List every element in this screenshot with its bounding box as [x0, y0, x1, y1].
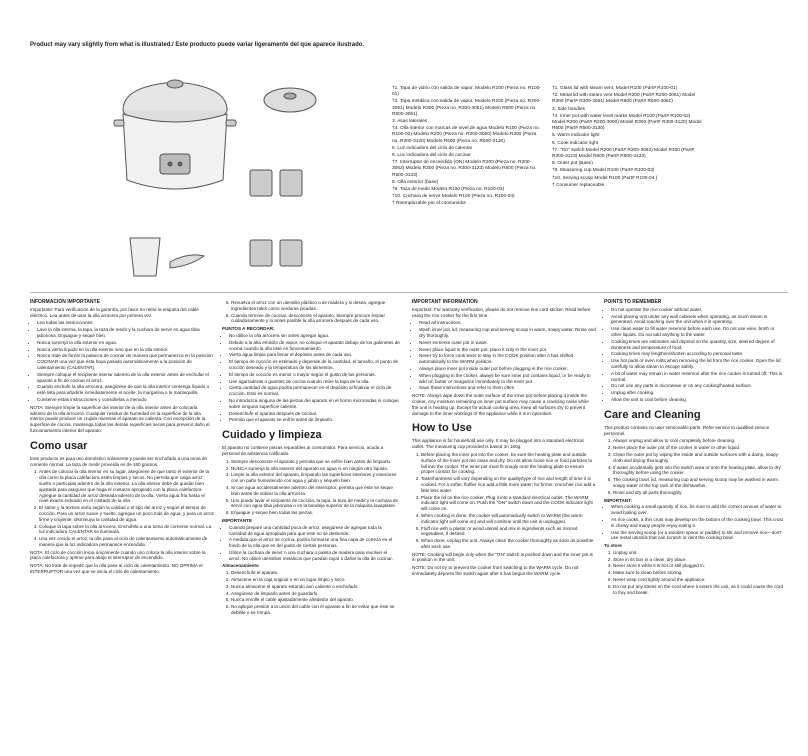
list-item: 5. Nunca enrolle el cable ajustadamente alrededor del aparato. — [231, 597, 400, 603]
bullet-list — [222, 333, 400, 423]
legend-item: 3. Asas laterales — [392, 119, 428, 125]
section-title: How to Use — [412, 422, 472, 435]
bullet-list — [604, 504, 786, 541]
paragraph: This product contains no user serviceable parts. Refer service to qualified service personnel. — [604, 424, 770, 436]
list-item: 1. Unplug unit. — [613, 550, 786, 556]
subheading: PUNTOS A RECORDAR: — [222, 326, 275, 332]
legend-item: 8. Olla exterior (base) — [392, 179, 439, 185]
switch-panels — [250, 170, 302, 266]
legend-item: 8. Outer pot (Base) — [552, 161, 593, 167]
legend-item: †7. "On" switch Model R200 (Part# R200-3062) Model R300 (Part# R300-3123) Model R600 (Part# R600-3133) — [552, 147, 695, 160]
list-item: • Never immerse outer pot in water. — [419, 340, 596, 346]
list-item: 5. Uno puede lavar el recipiente de cocción, la tapa, la taza de medir y la cuchara de servir con agua tibia jabonosa o en la bandeja superior de la máquina lavaplatos. — [231, 498, 400, 510]
legend-item: 5. Luz indicadora del ciclo de calentar — [392, 145, 473, 151]
list-item: 1. Desenchufe el aparato. — [231, 570, 400, 576]
list-item: 1. Before placing the inner pot into the cooker, be sure the heating plate and outside surface of the inner pot are clean and dry. Do not allow loose rice or food particles to fall into the cooker. The inner pot must fit snugly onto the heating plate to ensure proper contact for cooking. — [421, 452, 596, 475]
steps-list — [222, 459, 400, 516]
list-item: 6. When done, unplug the unit. Always clean the cooker thoroughly as soon as possible after each use. — [421, 538, 596, 550]
list-item: 6. Do not put any stress on the cord where it enters the unit, as it could cause the cord to fray and break. — [613, 584, 786, 596]
list-item: • Cooking times may lengthen/shorten according to personal taste. — [611, 351, 786, 357]
section-title: Como usar — [30, 439, 88, 452]
list-item: • Never try to force cook lever to stay in the COOK position after it has shifted automatically to the WARM position. — [419, 353, 596, 365]
paragraph: El aparato no contiene piezas reparables al consumidor. Para servicio, acuda a personal de asistencia calificado. — [222, 445, 384, 456]
list-item: 5. Revuelva el arroz con un utensilio plástico o de madera y si desea, agregue ingredientes tales como verduras picadas. — [231, 300, 400, 312]
list-item: • Siempre coloque el recipiente interior adentro de la olla exterior antes de enchufar el aparato a fin de cocinar el arroz. — [37, 372, 214, 384]
legend-item: †4. Inner pot with water level marks Model R100 (Part# R100-02) Model R200 (Part# R200-3060) Model R300 (Part# R300-3120) Model R600 (Part# R600-3130) — [552, 113, 702, 132]
steps-list — [412, 452, 596, 550]
legend-spanish — [392, 86, 542, 209]
list-item: • A medida que el arroz se cocina, podría formarse una fina capa de corteza en el fondo de la olla que es del gusto de ciertas personas. — [229, 537, 400, 549]
list-item: • Desenchufe el aparato después de cocinar. — [229, 411, 400, 417]
list-item: • Lave la olla interna, la tapa, la taza de medir y la cuchara de servir en agua tibia jabonosa. Enjuague y seque bien. — [37, 327, 214, 339]
list-item: • Use the serving scoop (or a wooden spoon or paddle) to stir and remove rice—don't use metal utensils that can scratch or dent the cooking bowl. — [611, 530, 786, 542]
list-item: 3. Nunca almacene el aparato estando aun caliente o enchufado. — [231, 584, 400, 590]
legend-item: † Consumer replaceable — [552, 182, 605, 188]
paragraph: Este producto es para uso doméstico solamente y puede ser enchufado a una toma de corriente normal. La taza de medir proveída es de 160 gramos. — [30, 455, 207, 467]
list-item: • Vierta agua limpia para llenar el depósito antes de cada uso. — [229, 352, 400, 358]
list-item: 2. NUNCA sumerja la olla exterior del aparato en agua ni en ningún otro líquido. — [231, 466, 400, 472]
section-heading: IMPORTANT INFORMATION — [412, 299, 478, 305]
list-item: • Conserve estas instrucciones y consúltelas a menudo. — [37, 397, 214, 403]
list-item: • Avoid placing unit under any wall cabinets when operating, as much steam is generated. Avoid reaching over the unit when it is operating. — [611, 314, 786, 326]
list-item: 3. Coloque la tapa sobre la olla arrocera. Enchúfela a una toma de corriente normal. La luz indicadora CALENTAR se iluminará. — [39, 524, 214, 536]
list-item: • No introduzca ninguna de las piezas del aparato en el horno microondas ni coloque sobre ninguna superficie caliente. — [229, 398, 400, 410]
list-item: 2. Almacene en la caja original o en un lugar limpio y seco. — [231, 577, 400, 583]
list-item: • Use hot pads or oven mitts when removing the lid from the rice cooker. Open the lid carefully to allow steam to escape safely. — [611, 358, 786, 370]
legend-item: †2. Metal lid with steam vent Model R200 (Part# R200-3061) Model R300 (Part# R300-3061) Model R600 (Part# R600-3061) — [552, 93, 696, 105]
legend-item: 5. Warm indicator light — [552, 133, 600, 139]
note: NOTA: El ciclo de cocción inicia únicamente cuando uno coloca la olla interior sobre la placa calefactora y oprime para abajo el interruptor de encendido. — [30, 549, 206, 561]
legend-item: †9. Taza de medir Modelo R100 (Pieza no. R100-03) — [392, 187, 505, 193]
list-item: 1. Antes de colocar la olla interior en su lugar, asegúrese de que tanto el exterior de la olla como la placa calefactora estén limpios y secos. No permita que caiga arroz suelto o partículas adentro de la olla exterior. La olla interior debe de quedar bien ajustada para asegurar que haga el contacto apropiado con la placa calefactora. Agregue la cantidad de arroz deseada adentro de la olla. Vierta agua fría hasta el nivel exacto indicado en el costado de la olla. — [39, 469, 214, 504]
list-item: • El tiempo de cocción es menor o mayor según el gusto de las personas. — [229, 372, 400, 378]
list-item: 3. Place the lid on the rice cooker. Plug it into a standard electrical outlet. The WARM indicator light will come on. Push the "ON" switch down and the COOK indicator light will come on. — [421, 495, 596, 512]
list-item: • Nunca vierta líquido en la olla exterior sino que en la olla interior. — [37, 347, 214, 353]
list-item: • Do not operate the rice cooker without water. — [611, 307, 786, 313]
list-item: 5. The cooking bowl, lid, measuring cup and serving scoop may be washed in warm soapy water or the top rack of the dishwasher. — [613, 477, 786, 489]
paragraph: This appliance is for household use only. It may be plugged into a standard electrical outlet. The measuring cup provided is based on 160g. — [412, 438, 584, 450]
legend-item: †1. Tapa de vidrio con salida de vapor, Modelo R100 (Pieza no. R100-01) — [392, 86, 541, 98]
list-item: • Read all instructions. — [419, 320, 596, 326]
list-item: 2. Taste/hardness will vary depending on the quality/type of rice and length of time it is cooked. For a softer, fluffier rice add a little more water; for firmer, crunchier rice add a little less water. — [421, 476, 596, 493]
column-2 — [222, 300, 400, 618]
list-item: • Use clean water to fill water reservoir before each use. Do not use wine, broth or other liquids. Do not add anything to the water. — [611, 326, 786, 338]
steps-list — [222, 300, 400, 324]
note: NOTA: Siempre limpie la superficie del interior de la olla interior antes de colocarla adentro de la olla arrocera. Cualquier residuo de humedad en la superficie de la olla interior puede producir un crujido mientras el aparato se calienta. Con excepción de la superficie de cocina, mantenga todas las demás superficies secas para prevenir daño al funcionamiento interior del aparato. — [30, 404, 210, 433]
list-item: 2. Store in its box in a clean, dry place. — [613, 557, 786, 563]
list-item: • No utilice la olla arrocera sin antes agregar agua. — [229, 333, 400, 339]
list-item: • Nunca sumerja la olla exterior en agua. — [37, 340, 214, 346]
list-item: • Never place liquid in the outer pot; place it only in the inner pot. — [419, 347, 596, 353]
page-divider — [30, 292, 788, 293]
list-item: 1. Always unplug and allow to cool completely before cleaning. — [613, 438, 786, 444]
list-item: 4. When cooking is done, the cooker will automatically switch to WARM (the warm indicator light will come on) and will continue until the unit is unplugged. — [421, 513, 596, 525]
lid-illustration — [264, 88, 316, 112]
list-item: 6. Rinse and dry all parts thoroughly. — [613, 490, 786, 496]
list-item: 5. Fluff rice with a plastic or wood utensil and mix in ingredients such as minced vegetables, if desired. — [421, 526, 596, 538]
list-item: • As rice cooks, a thin crust may develop on the bottom of the cooking bowl. This crust is chewy and many people enjoy eating it. — [611, 517, 786, 529]
cup-and-scoop — [130, 238, 204, 276]
legend-item: †1. Glass lid with steam vent, Model R100 (Part# R100-01) — [552, 86, 678, 91]
legend-item: †9. Measuring cup Model R100 (Part# R100-03) — [552, 168, 655, 174]
note: NOTE: Cooking will begin only when the "ON" switch is pushed down and the inner pot is in position in the unit. — [412, 551, 593, 563]
rice-cooker-illustration — [100, 70, 340, 290]
list-item: 3. Clean the outer pot by wiping the inside and outside surfaces with a damp, soapy cloth and drying thoroughly. — [613, 452, 786, 464]
list-item: • Nunca trate de forzar la palanca de cocinar de manera que permanezca en la posición COCINAR una vez que ésta haya pasado automáticamente a la posición de calentamiento (CALENTAR). — [37, 353, 214, 370]
list-item: • Cuando prepare una cantidad poca de arroz, asegúrese de agregar toda la cantidad de agua apropiada para que este no se desborde. — [229, 525, 400, 537]
legend-item: 3. Side handles — [552, 106, 586, 112]
list-item: 4. If water accidentally gets into the switch area or onto the heating plate, allow to dry thoroughly before using the cooker. — [613, 465, 786, 477]
list-item: • Cooking times are estimates and depend on the quantity, size, desired degree of doneness and temperature of food. — [611, 339, 786, 351]
legend-item: †10. Serving scoop Model R100 (Part# R100-04 ) — [552, 175, 658, 181]
legend-item: †7. Interruptor de encendido (ON) Modelo R200 (Pieza no. R200-3062) Modelo R300 (Pieza no. R300-3123) Modelo R600 (Pieza no. R600-3133) — [392, 160, 537, 178]
list-item: • Permita que el aparato se enfríe antes de limpiarlo. — [229, 417, 400, 423]
bullet-list — [412, 320, 596, 391]
list-item: • Debido a la alta emisión de vapor, no coloque el aparato debajo de los gabinetes de cocina cuando la olla esté en funcionamiento. — [229, 340, 400, 352]
subheading: Almacenamiento — [222, 563, 259, 569]
legend-english — [552, 86, 702, 190]
bullet-list — [604, 307, 786, 403]
list-item: 4. Una vez cocido el arroz, la olla pasa al ciclo de calentamiento automáticamente de manera que la luz indicadora permanece encendida. — [39, 536, 214, 548]
legend-item: †4. Olla interior con marcas de nivel de agua Modelo R100 (Pieza no. R100-02) Modelo R200 (Pieza no. R200-3060) Modelo R300 (Pieza no. R300-3120) Modelo R600 (Pieza no. R600-3130) — [392, 126, 540, 144]
legend-item: 6. Luz indicadora del ciclo de cocinar — [392, 153, 471, 159]
list-item: • When plugging in the cooker, always be sure inner pot contains liquid, or be ready to add oil, butter or margarine immediately to the inner pot. — [419, 373, 596, 385]
list-item: • Do not use any parts in microwave or on any cooking/heated surface. — [611, 383, 786, 389]
steps-list — [604, 550, 786, 596]
subheading: To store — [604, 543, 622, 549]
legend-item: † Reemplazable por el consumidor — [392, 201, 467, 207]
list-item: • Cuando enchufe la olla arrocera, asegúrese de que la olla interior contenga líquido o esté lista para añadirle inmediatamente el aceite, la margarina o la mantequilla. — [37, 384, 214, 396]
list-item: 4. Make sure to clean before storing. — [613, 570, 786, 576]
list-item: • Allow the unit to cool before cleaning. — [611, 397, 786, 403]
section-heading: INFORMACIÓN IMPORTANTE — [30, 299, 100, 305]
list-item: 3. Limpie la olla exterior del aparato, limpiando las superficies interiores y exteriores con un paño humedecido con agua y jabón y séquelo bien. — [231, 472, 400, 484]
list-item: 5. Never wrap cord tightly around the appliance. — [613, 577, 786, 583]
list-item: 3. Never store it while it is hot or still plugged in. — [613, 563, 786, 569]
list-item: • Use agarraderas o guantes de cocina cuando retire la tapa de la olla. — [229, 379, 400, 385]
banner: Product may vary slightly from what is illustrated./ Este producto puede variar ligeramente del que aparece ilustrado. — [30, 42, 365, 48]
list-item: 6. No aplique presión a la unión del cable con el aparato a fin de evitar que éste se debilite o se rompa. — [231, 604, 400, 616]
column-3 — [412, 300, 596, 579]
list-item: • Utilice la cuchara de servir o una cuchara o paleta de madera para revolver el arroz. No utilice utensilios metálicos que puedan rayar o dañar la olla de cocinar. — [229, 550, 400, 562]
column-4 — [604, 300, 786, 597]
list-item: • Cierta cantidad de agua podría permanecer en el depósito al finalizar el ciclo de cocción. Esto es normal. — [229, 385, 400, 397]
note: NOTE: Do not try to prevent the cooker from switching to the WARM cycle. Do not immediately depress the switch again after it has begun the WARM cycle. — [412, 565, 579, 577]
bullet-list — [222, 525, 400, 562]
section-title: Care and Cleaning — [604, 408, 701, 421]
steps-list — [604, 438, 786, 495]
list-item: • Lea todas las instrucciones. — [37, 320, 214, 326]
note: NOTA: No trate de impedir que la olla pase al ciclo de calentamiento. NO OPRIMA el INTERRUPTOR una vez que se inicia el ciclo de calentamiento. — [30, 563, 203, 575]
subheading: IMPORTANT: — [604, 497, 632, 503]
legend-item: †10. Cuchara de servir Modelo R100 (Pieza no. R100-04) — [392, 194, 515, 200]
list-item: • Save these instructions and refer to them often. — [419, 385, 596, 391]
paragraph: Importante: Para verificación de la garantía, por favor no retire la etiqueta del cable eléctrico. Lea antes de usar la olla arrocera por primera vez. — [30, 306, 199, 318]
cooker-body — [114, 80, 236, 189]
bullet-list — [30, 320, 214, 402]
list-item: 6. Cuando termine de cocinar, desconecte el aparato. Siempre procure limpiar cuidadosamente y lo antes posible la olla arrocera después de cada uso. — [231, 313, 400, 325]
section-heading: POINTS TO REMEMBER — [604, 299, 662, 305]
list-item: • Wash inner pot, lid, measuring cup and serving scoop in warm, soapy water. Rinse and dry thoroughly. — [419, 327, 596, 339]
list-item: 4. Asegúrese de limpiarlo antes de guardarlo. — [231, 591, 400, 597]
list-item: 4. Si cae agua accidentalmente adentro del interruptor, permita que éste se seque bien antes de utilizar la olla arrocera. — [231, 485, 400, 497]
subheading: IMPORTANTE — [222, 517, 253, 523]
legend-item: †2. Tapa metálica con salida de vapor, Modelo R200 (Pieza no. R200-3061) Modelo R300 (Pieza no. R300-3061) Modelo R600 (Pieza no. R600-3061) — [392, 99, 541, 117]
list-item: 1. Siempre desconecte el aparato y permita que se enfríe bien antes de limpiarlo. — [231, 459, 400, 465]
list-item: 2. El sabor y la textura varía según la calidad o el tipo del arroz y según el tiempo de cocción. Para un arroz suave y suelto, agregue un poco más de agua; y para un arroz firme y crujiente, disminuya la cantidad de agua. — [39, 505, 214, 522]
list-item: • A bit of water may remain in water reservoir after the rice cooker is turned off. This is normal. — [611, 371, 786, 383]
list-item: • Always place inner pot inside outer pot before plugging in the rice cooker. — [419, 366, 596, 372]
list-item: 6. Enjuague y seque bien todas las piezas. — [231, 510, 400, 516]
list-item: 2. Never place the outer pot of the cooker in water or other liquid. — [613, 445, 786, 451]
list-item: • El tiempo de cocción es estimado y depende de la cantidad, el tamaño, el punto de cocción deseado y la temperatura de los alimentos. — [229, 359, 400, 371]
steps-list — [30, 469, 214, 547]
legend-item: 6. Cook indicator light — [552, 140, 599, 146]
list-item: • When cooking a small quantity of rice, be sure to add the correct amount of water to avoid boiling over. — [611, 504, 786, 516]
section-title: Cuidado y limpieza — [222, 429, 322, 442]
column-1 — [30, 300, 214, 577]
paragraph: Important: For warranty verification, please do not remove line cord sticker. Read before using the rice cooker for the first time. — [412, 306, 591, 318]
steps-list — [222, 570, 400, 616]
note: NOTE: Always wipe down the outer surface of the inner pot before placing it inside the cooker. Any moisture remaining on inner pot surface may cause a crackling noise while the unit is heating up. Except for actual cooking area, keep all surfaces dry to prevent damage to the inner workings of the appliance while it is in operation. — [412, 393, 589, 416]
list-item: • Unplug after cooking. — [611, 390, 786, 396]
